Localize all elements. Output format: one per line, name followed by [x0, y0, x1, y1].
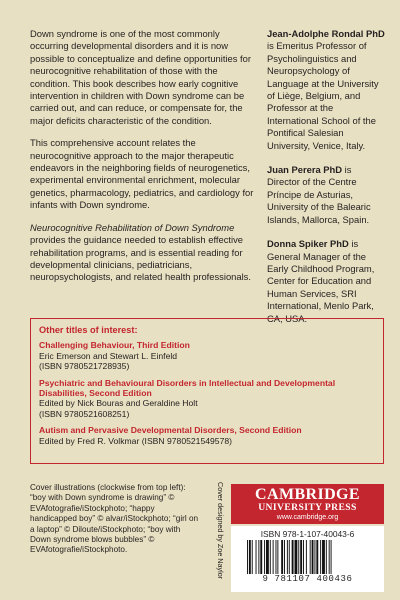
other-title-name: Challenging Behaviour, Third Edition [39, 340, 190, 351]
other-title-item [39, 378, 375, 420]
publisher-url: www.cambridge.org [276, 514, 339, 521]
author-name: Jean-Adolphe Rondal PhD [267, 28, 385, 39]
other-titles-heading: Other titles of interest: [39, 325, 138, 335]
other-title-item [39, 340, 375, 371]
author-bio-perera [267, 164, 385, 226]
other-title-item [39, 425, 375, 446]
other-title-isbn: (ISBN 9780521608251) [39, 408, 130, 419]
cover-illustrations-credit: Cover illustrations (clockwise from top left): “boy with Down syndrome is drawing” © EVAfotografie/iStockphoto; “happy handicapped boy” © alvar/iStockphoto; “girl on a laptop” © Diloute/iStockphoto; “boy with Down syndrome blows bubbles” © EVAfotografie/iStockphoto. [30, 483, 199, 555]
description-paragraph-3-rest: provides the guidance needed to establish effective rehabilitation programs, and is essential reading for developmental clinicians, pediatricians, neuropsychologists, and related health professionals. [30, 234, 251, 283]
author-bio-spiker [267, 238, 385, 325]
authors-column [267, 28, 385, 337]
description-column [30, 28, 258, 294]
isbn-label: ISBN 978-1-107-40043-6 [260, 529, 355, 539]
publisher-logo [231, 484, 384, 524]
description-paragraph-2: This comprehensive account relates the neurocognitive approach to the major therapeutic endeavors in the neighboring fields of neurogenetics, experimental environmental enrichment, molecular genetics, pharmacology, pediatrics, and cardiology for infants with Down syndrome. [30, 137, 254, 211]
other-titles-box [30, 318, 384, 464]
other-title-isbn: (ISBN 9780521728935) [39, 361, 130, 372]
other-title-name: Autism and Pervasive Developmental Disorders, Second Edition [39, 425, 302, 436]
author-name: Donna Spiker PhD [267, 238, 349, 250]
other-title-name: Psychiatric and Behavioural Disorders in Intellectual and Developmental Disabilities, Second Edition [39, 377, 336, 399]
publisher-name: CAMBRIDGE [255, 486, 360, 503]
publisher-subname: UNIVERSITY PRESS [258, 502, 357, 513]
author-bio-text: is General Manager of the Early Childhood Program, Center for Education and Human Services, SRI International, Menlo Park, CA, USA. [267, 238, 375, 324]
author-bio-rondal [267, 28, 385, 152]
author-bio-text: is Emeritus Professor of Psycholinguistics and Neuropsychology of Language at the University of Liège, Belgium, and Professor at the International School of the Pontifical Salesian University, Venice, Italy. [267, 40, 379, 151]
description-paragraph-1: Down syndrome is one of the most commonly occurring developmental disorders and it is now possible to conceptualize and define opportunities for neurocognitive rehabilitation of those with the condition. This book describes how early cognitive intervention in children with Down syndrome can be carried out, and can reduce, or compensate for, the major deficits characteristic of the condition. [30, 28, 251, 126]
book-title-italic: Neurocognitive Rehabilitation of Down Syndrome [30, 221, 235, 233]
barcode-panel [231, 526, 384, 592]
author-name: Juan Perera PhD [267, 164, 343, 176]
other-title-detail: Edited by Nick Bouras and Geraldine Holt [39, 398, 198, 409]
cover-designer-credit: Cover designed by Zoe Naylor [216, 482, 225, 580]
barcode-icon [243, 540, 373, 574]
other-title-detail: Eric Emerson and Stewart L. Einfeld [39, 350, 178, 361]
other-title-detail: Edited by Fred R. Volkmar (ISBN 9780521549578) [39, 435, 232, 446]
barcode-digits: 9 781107 400436 [262, 574, 353, 584]
description-paragraph-3 [30, 222, 258, 284]
author-bio-text: is Director of the Centre Príncipe de Asturias, University of the Balearic Islands, Mallorca, Spain. [267, 164, 371, 225]
